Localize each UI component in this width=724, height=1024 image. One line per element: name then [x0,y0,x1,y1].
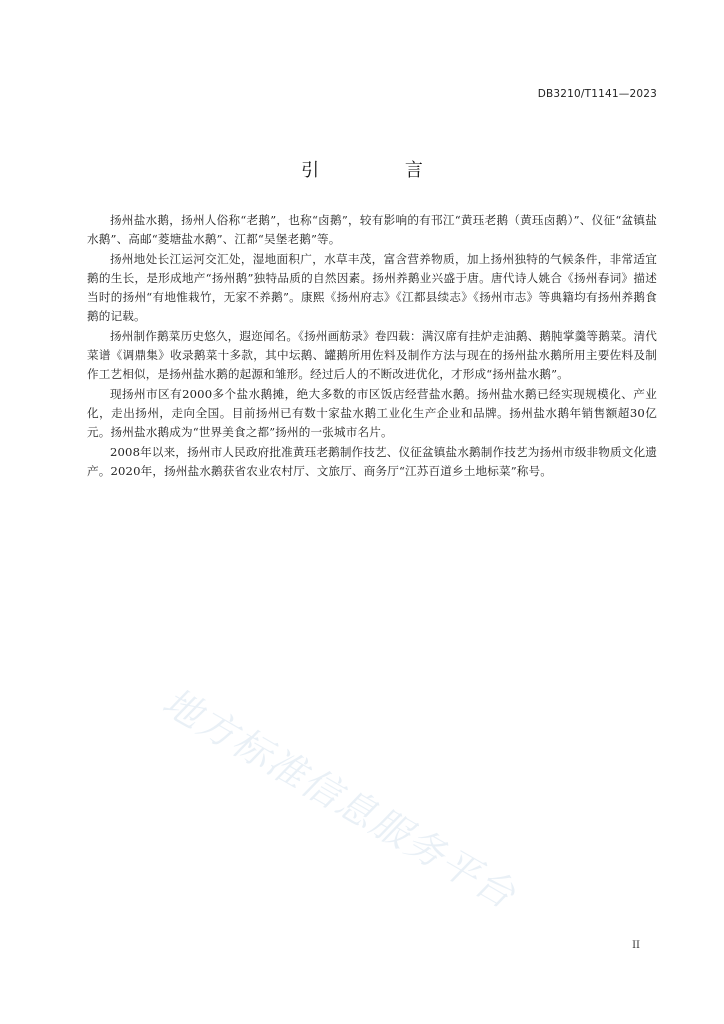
paragraph-3: 扬州制作鹅菜历史悠久，遐迩闻名。《扬州画舫录》卷四载：满汉席有挂炉走油鹅、鹅肫掌羹等鹅菜。清代菜谱《调鼎集》收录鹅菜十多款，其中坛鹅、罐鹅所用佐料及制作方法与现在的扬州盐水鹅所用主要佐料及制作工艺相似，是扬州盐水鹅的起源和雏形。经过后人的不断改进优化，才形成“扬州盐水鹅”。 [87,328,657,382]
paragraph-1: 扬州盐水鹅，扬州人俗称“老鹅”，也称“卤鹅”，较有影响的有邗江“黄珏老鹅（黄珏卤鹅）”、仪征“盆镇盐水鹅”、高邮“菱塘盐水鹅”、江都“吴堡老鹅”等。 [87,213,657,247]
page-number: II [632,940,640,951]
paragraph-2: 扬州地处长江运河交汇处，湿地面积广，水草丰茂，富含营养物质，加上扬州独特的气候条件，非常适宜鹅的生长，是形成地产“扬州鹅”独特品质的自然因素。扬州养鹅业兴盛于唐。唐代诗人姚合《扬州春词》描述当时的扬州“有地惟栽竹，无家不养鹅”。康熙《扬州府志》《江都县续志》《扬州市志》等典籍均有扬州养鹅食鹅的记载。 [87,251,657,324]
body-text [87,211,657,481]
watermark: 地方标准信息服务平台 [155,679,524,918]
document-code: DB3210/T1141—2023 [537,88,657,100]
paragraph-5: 2008年以来，扬州市人民政府批准黄珏老鹅制作技艺、仪征盆镇盐水鹅制作技艺为扬州市级非物质文化遗产。2020年，扬州盐水鹅获省农业农村厅、文旅厅、商务厅“江苏百道乡土地标菜”称号。 [87,444,657,478]
paragraph-4: 现扬州市区有2000多个盐水鹅摊，绝大多数的市区饭店经营盐水鹅。扬州盐水鹅已经实现规模化、产业化，走出扬州，走向全国。目前扬州已有数十家盐水鹅工业化生产企业和品牌。扬州盐水鹅年销售额超30亿元。扬州盐水鹅成为“世界美食之都”扬州的一张城市名片。 [87,386,657,440]
section-title: 引 言 [301,160,463,181]
